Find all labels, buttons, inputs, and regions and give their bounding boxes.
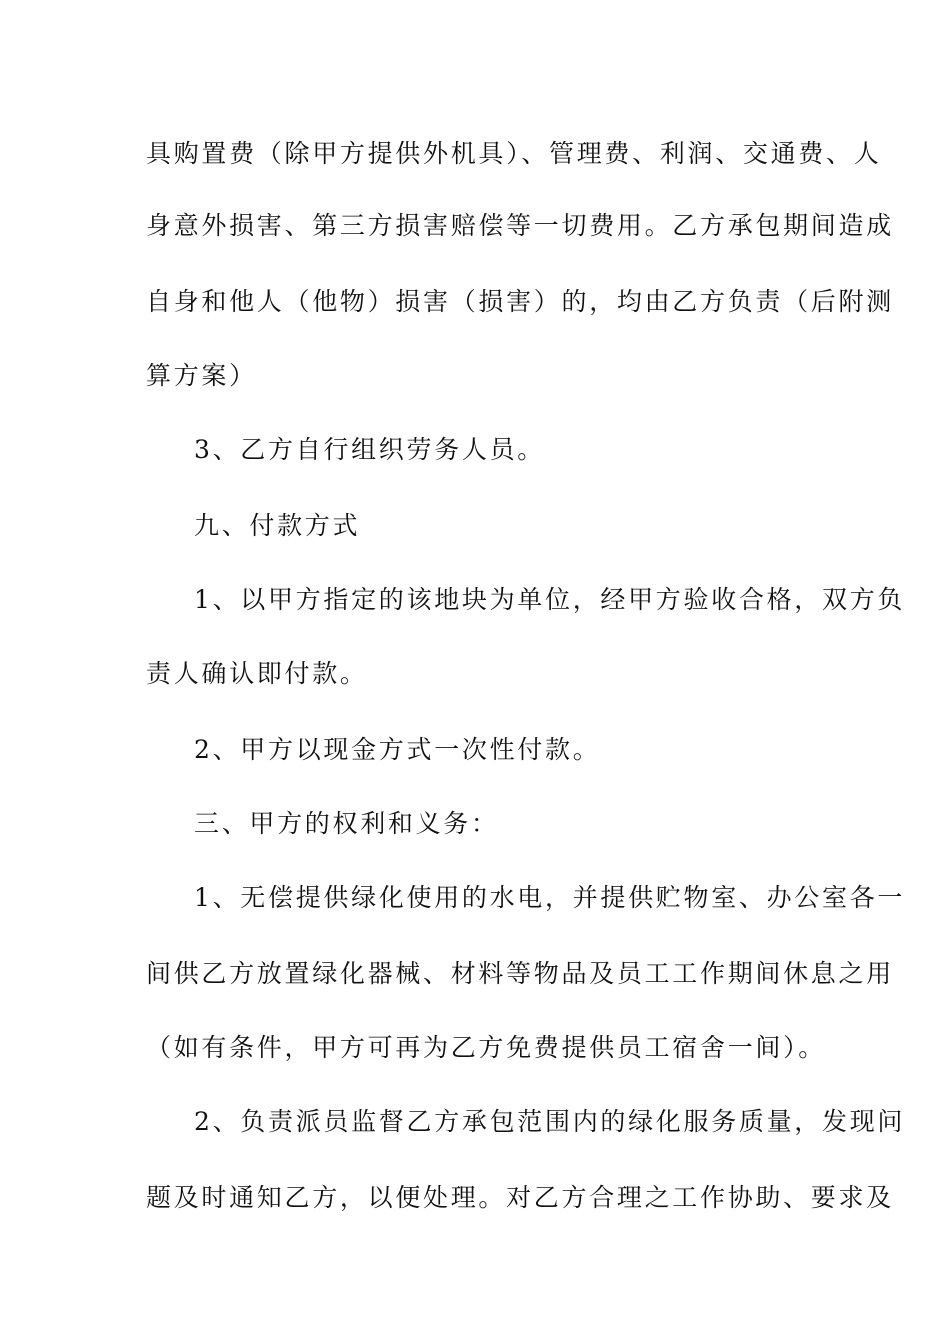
text-line-8: 责人确认即付款。 [146, 659, 368, 688]
text-line-4: 算方案） [146, 361, 257, 390]
text-line-14: 2、负责派员监督乙方承包范围内的绿化服务质量，发现问 [194, 1107, 906, 1136]
section-heading-party-a-rights: 三、甲方的权利和义务： [194, 809, 499, 838]
section-heading-payment: 九、付款方式 [194, 511, 361, 540]
text-line-3: 自身和他人（他物）损害（损害）的，均由乙方负责（后附测 [146, 287, 894, 316]
text-line-13: （如有条件，甲方可再为乙方免费提供员工宿舍一间）。 [146, 1033, 827, 1062]
text-line-7: 1、以甲方指定的该地块为单位，经甲方验收合格，双方负 [194, 585, 906, 614]
text-line-9: 2、甲方以现金方式一次性付款。 [194, 735, 601, 764]
text-line-1: 具购置费（除甲方提供外机具）、管理费、利润、交通费、人 [146, 139, 882, 168]
text-line-15: 题及时通知乙方，以便处理。对乙方合理之工作协助、要求及 [146, 1183, 894, 1212]
text-line-12: 间供乙方放置绿化器械、材料等物品及员工工作期间休息之用 [146, 959, 894, 988]
text-line-2: 身意外损害、第三方损害赔偿等一切费用。乙方承包期间造成 [146, 211, 894, 240]
text-line-11: 1、无偿提供绿化使用的水电，并提供贮物室、办公室各一 [194, 883, 906, 912]
text-line-5: 3、乙方自行组织劳务人员。 [194, 435, 546, 464]
